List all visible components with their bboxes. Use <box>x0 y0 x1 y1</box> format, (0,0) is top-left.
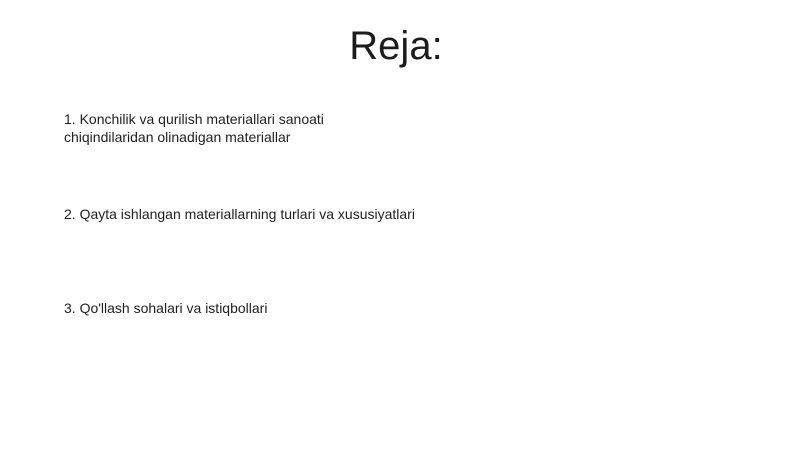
slide-title: Reja: <box>349 24 443 68</box>
plan-item-1-line-1: 1. Konchilik va qurilish materiallari sanoati <box>64 111 324 127</box>
plan-item-1 <box>64 110 324 146</box>
plan-item-1-line-2: chiqindilaridan olinadigan materiallar <box>64 129 291 145</box>
plan-item-2: 2. Qayta ishlangan materiallarning turlari va xususiyatlari <box>64 206 415 222</box>
plan-item-3: 3. Qo'llash sohalari va istiqbollari <box>64 300 268 316</box>
